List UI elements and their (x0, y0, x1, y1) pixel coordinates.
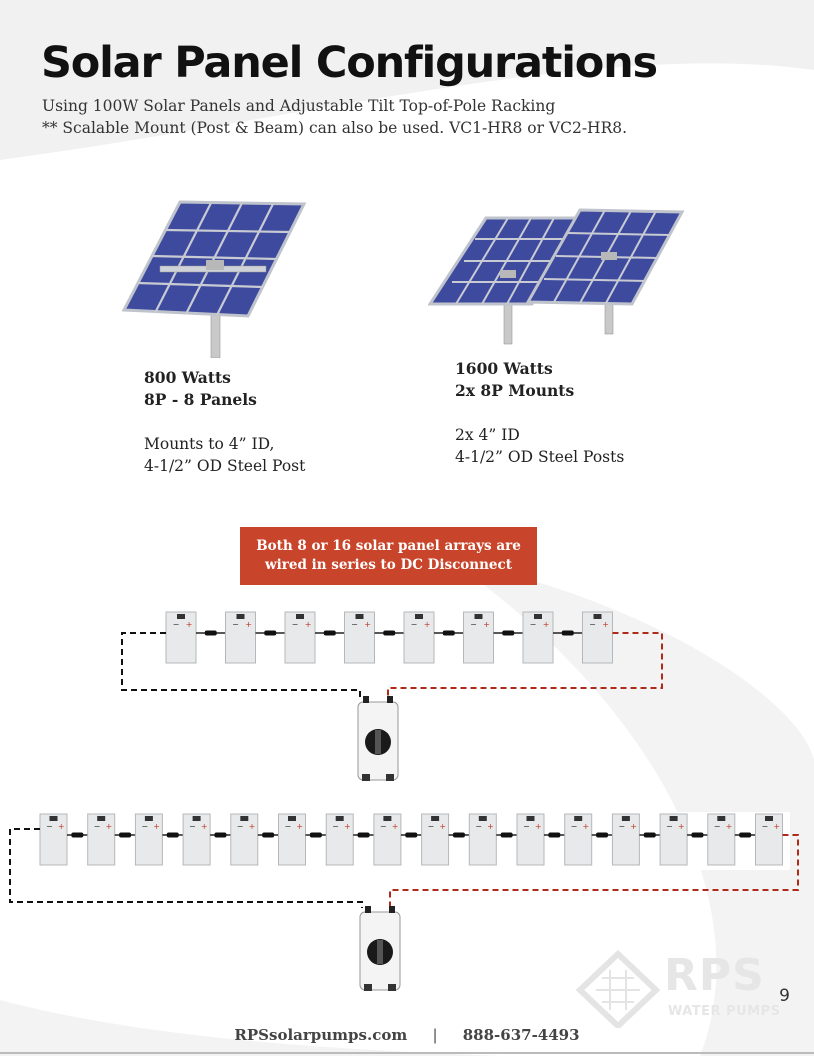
array2-connector-7-plug (358, 833, 370, 838)
single-mount-image (120, 198, 310, 358)
array2-panel-8-junction-box (383, 816, 391, 821)
array2-panel-2-minus-label: − (93, 822, 101, 831)
array1-connector-3-plug (324, 631, 336, 636)
array2-panel-13-junction-box (622, 816, 630, 821)
array2-connector-11-plug (548, 833, 560, 838)
dc-disconnect-2-foot-right (388, 984, 396, 991)
subtitle-racking: Using 100W Solar Panels and Adjustable Tilt Top-of-Pole Racking (42, 97, 556, 115)
footer-phone: 888-637-4493 (462, 1026, 580, 1044)
array2-panel-14-junction-box (670, 816, 678, 821)
callout-line-2: wired in series to DC Disconnect (265, 557, 512, 573)
array2-panel-10-junction-box (479, 816, 487, 821)
array2-panel-9-junction-box (431, 816, 439, 821)
dc-disconnect-1-foot-left (362, 774, 370, 781)
array1-panel-2-minus-label: − (232, 620, 239, 629)
array2-connector-3-plug (167, 833, 179, 838)
array1-panel-6-plus-label: + (483, 620, 491, 629)
array2-panel-15-plus-label: + (725, 822, 733, 831)
array1-panel-8-plus-label: + (602, 620, 610, 629)
array1-panel-6-minus-label: − (470, 620, 477, 629)
array2-panel-8-minus-label: − (379, 822, 387, 831)
array2-panel-16-minus-label: − (761, 822, 769, 831)
array1-panel-8-minus-label: − (589, 620, 596, 629)
config-1600w-mount-line-1: 2x 4” ID (455, 426, 520, 444)
array1-panel-3-minus-label: − (291, 620, 299, 629)
dc-disconnect-1-cable-gland-left (363, 696, 369, 703)
array2-panel-10-minus-label: − (475, 822, 482, 831)
array2-panel-3-junction-box (145, 816, 153, 821)
logo-subtext: WATER PUMPS (668, 1004, 781, 1019)
footer (0, 1026, 814, 1044)
config-1600w-caption (455, 358, 624, 468)
footer-website-link[interactable]: RPSsolarpumps.com (234, 1026, 408, 1044)
dc-disconnect-1-switch-handle (375, 730, 381, 754)
array2-panel-16-plus-label: + (773, 822, 781, 831)
array2-panel-11-junction-box (527, 816, 535, 821)
array1-panel-1-junction-box (177, 614, 185, 619)
array1-panel-5-minus-label: − (410, 620, 418, 629)
dc-disconnect-2-cable-gland-left (365, 906, 371, 913)
array2-panel-7-minus-label: − (332, 822, 339, 831)
array2-panel-12-junction-box (574, 816, 582, 821)
array1-panel-8-junction-box (594, 614, 602, 619)
array2-panel-12-plus-label: + (582, 822, 590, 831)
series-wiring-callout (240, 527, 537, 585)
array2-panel-15-junction-box (717, 816, 725, 821)
config-1600w-watts: 1600 Watts (455, 359, 553, 378)
array2-panel-12-minus-label: − (570, 822, 578, 831)
array2-panel-9-plus-label: + (439, 822, 447, 831)
config-800w-mount-line-2: 4-1/2” OD Steel Post (144, 457, 306, 475)
array1-panel-4-plus-label: + (364, 620, 372, 629)
array2-panel-6-plus-label: + (296, 822, 304, 831)
array2-panel-5-plus-label: + (248, 822, 256, 831)
array2-panel-2-plus-label: + (105, 822, 113, 831)
array1-panel-5-plus-label: + (423, 620, 431, 629)
array2-panel-6-junction-box (288, 816, 296, 821)
array2-panel-13-plus-label: + (630, 822, 637, 831)
subtitle-scalable-mount: ** Scalable Mount (Post & Beam) can also be used. VC1-HR8 or VC2-HR8. (42, 119, 628, 137)
array2-panel-14-plus-label: + (677, 822, 685, 831)
array2-connector-4-plug (214, 833, 226, 838)
footer-divider (0, 1052, 814, 1054)
array2-connector-9-plug (453, 833, 465, 838)
array1-panel-1-plus-label: + (185, 620, 193, 629)
array2-connector-15-plug (739, 833, 751, 838)
array2-panel-14-minus-label: − (666, 822, 673, 831)
array2-connector-2-plug (119, 833, 131, 838)
array1-panel-3-plus-label: + (304, 620, 312, 629)
array2-connector-6-plug (310, 833, 322, 838)
array2-panel-1-junction-box (50, 816, 58, 821)
config-1600w-panels: 2x 8P Mounts (455, 381, 575, 400)
array2-connector-5-plug (262, 833, 274, 838)
array2-panel-4-junction-box (193, 816, 201, 821)
array2-panel-6-minus-label: − (284, 822, 292, 831)
array2-panel-15-minus-label: − (713, 822, 721, 831)
dc-disconnect-1-cable-gland-right (387, 696, 393, 703)
array2-connector-8-plug (405, 833, 417, 838)
array2-panel-13-minus-label: − (618, 822, 626, 831)
array1-panel-5-junction-box (415, 614, 423, 619)
array2-panel-9-minus-label: − (427, 822, 435, 831)
array2-panel-1-minus-label: − (45, 822, 53, 831)
array2-panel-2-junction-box (97, 816, 105, 821)
array2-connector-10-plug (501, 833, 513, 838)
page-title: Solar Panel Configurations (41, 38, 657, 88)
dc-disconnect-2-cable-gland-right (389, 906, 395, 913)
array1-panel-2-junction-box (237, 614, 245, 619)
array2-connector-14-plug (691, 833, 703, 838)
config-800w-watts: 800 Watts (144, 368, 231, 387)
array2-panel-7-plus-label: + (344, 822, 351, 831)
array1-panel-7-minus-label: − (529, 620, 537, 629)
config-1600w-mount-line-2: 4-1/2” OD Steel Posts (455, 448, 625, 466)
array1-panel-4-minus-label: − (351, 620, 358, 629)
array2-panel-3-minus-label: − (141, 822, 149, 831)
array1-panel-3-junction-box (296, 614, 304, 619)
array2-panel-8-plus-label: + (391, 822, 399, 831)
footer-separator: | (432, 1026, 438, 1044)
array2-panel-16-junction-box (765, 816, 773, 821)
array2-panel-1-plus-label: + (57, 822, 65, 831)
array1-panel-6-junction-box (475, 614, 483, 619)
array1-panel-4-junction-box (356, 614, 364, 619)
config-800w-panels: 8P - 8 Panels (144, 390, 257, 409)
array2-connector-12-plug (596, 833, 608, 838)
array2-connector-1-plug (71, 833, 83, 838)
array2-panel-4-minus-label: − (189, 822, 196, 831)
array2-panel-11-plus-label: + (534, 822, 542, 831)
array2-panel-7-junction-box (336, 816, 344, 821)
dc-disconnect-1-foot-right (386, 774, 394, 781)
array1-panel-7-plus-label: + (542, 620, 550, 629)
array1-panel-1-minus-label: − (172, 620, 180, 629)
page-number: 9 (779, 986, 790, 1006)
dc-disconnect-2-switch-handle (377, 940, 383, 964)
array2-panel-5-minus-label: − (236, 822, 244, 831)
array2-panel-11-minus-label: − (522, 822, 530, 831)
wiring-diagram (0, 600, 814, 1010)
array2-panel-10-plus-label: + (487, 822, 494, 831)
callout-line-1: Both 8 or 16 solar panel arrays are (256, 538, 521, 554)
array2-panel-5-junction-box (240, 816, 248, 821)
array2-panel-4-plus-label: + (200, 822, 208, 831)
array1-panel-7-junction-box (534, 614, 542, 619)
array1-connector-7-plug (562, 631, 574, 636)
array1-connector-2-plug (264, 631, 276, 636)
array1-connector-1-plug (205, 631, 217, 636)
array1-panel-2-plus-label: + (245, 620, 253, 629)
logo-text: RPS (664, 950, 765, 1001)
dc-disconnect-2-foot-left (364, 984, 372, 991)
array1-connector-6-plug (502, 631, 514, 636)
array1-connector-5-plug (443, 631, 455, 636)
array2-panel-3-plus-label: + (153, 822, 160, 831)
array2-connector-13-plug (644, 833, 656, 838)
array1-connector-4-plug (383, 631, 395, 636)
config-800w-mount-line-1: Mounts to 4” ID, (144, 435, 275, 453)
double-mount-image (428, 208, 688, 348)
config-800w-caption (144, 367, 305, 477)
